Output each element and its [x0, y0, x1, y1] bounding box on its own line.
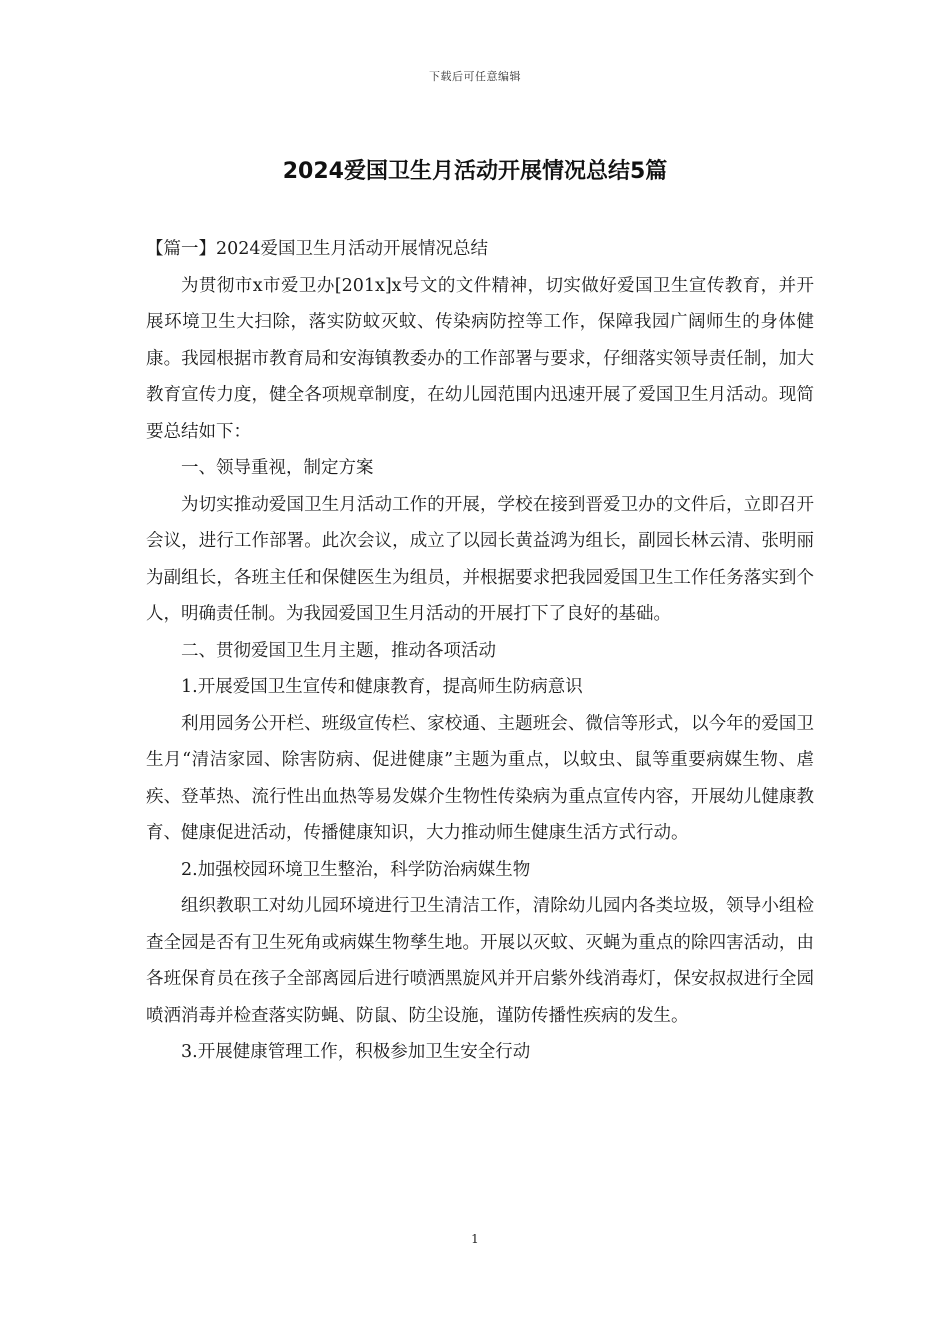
document-title: 2024爱国卫生月活动开展情况总结5篇 — [282, 159, 668, 184]
subheading-publicity: 1.开展爱国卫生宣传和健康教育，提高师生防病意识 — [181, 677, 583, 697]
heading-activities: 二、贯彻爱国卫生月主题，推动各项活动 — [181, 640, 496, 661]
paragraph-intro: 为贯彻市x市爱卫办[201x]x号文的文件精神，切实做好爱国卫生宣传教育，并开展环境卫生大扫除，落实防蚊灭蚊、传染病防控等工作，保障我园广阔师生的身体健康。我园根据市教育局和安海镇教委办的工作部署与要求，仔细落实领导责任制，加大教育宣传力度，健全各项规章制度，在幼儿园范围内迅速开展了爱国卫生月活动。现简要总结如下： — [146, 275, 814, 442]
heading-leadership: 一、领导重视，制定方案 — [181, 458, 374, 478]
paragraph-leadership: 为切实推动爱国卫生月活动工作的开展，学校在接到晋爱卫办的文件后，立即召开会议，进行工作部署。此次会议，成立了以园长黄益鸿为组长，副园长林云清、张明丽为副组长，各班主任和保健医生为组员，并根据要求把我园爱国卫生工作任务落实到个人，明确责任制。为我园爱国卫生月活动的开展打下了良好的基础。 — [146, 494, 814, 624]
page-header-note: 下载后可任意编辑 — [429, 70, 521, 83]
paragraph-publicity: 利用园务公开栏、班级宣传栏、家校通、主题班会、微信等形式，以今年的爱国卫生月“清洁家园、除害防病、促进健康”主题为重点，以蚊虫、鼠等重要病媒生物、虐疾、登革热、流行性出血热等易发媒介生物性传染病为重点宣传内容，开展幼儿健康教育、健康促进活动，传播健康知识，大力推动师生健康生活方式行动。 — [146, 713, 814, 843]
section-label: 【篇一】2024爱国卫生月活动开展情况总结 — [146, 239, 489, 259]
subheading-health-management: 3.开展健康管理工作，积极参加卫生安全行动 — [181, 1042, 531, 1062]
paragraph-environment: 组织教职工对幼儿园环境进行卫生清洁工作，清除幼儿园内各类垃圾，领导小组检查全园是否有卫生死角或病媒生物孳生地。开展以灭蚊、灭蝇为重点的除四害活动，由各班保育员在孩子全部离园后进行喷洒黑旋风并开启紫外线消毒灯，保安叔叔进行全园喷洒消毒并检查落实防蝇、防鼠、防尘设施，谨防传播性疾病的发生。 — [146, 896, 814, 1026]
subheading-environment: 2.加强校园环境卫生整治，科学防治病媒生物 — [181, 859, 531, 880]
document-body — [146, 231, 814, 1071]
page-number: 1 — [471, 1232, 479, 1246]
